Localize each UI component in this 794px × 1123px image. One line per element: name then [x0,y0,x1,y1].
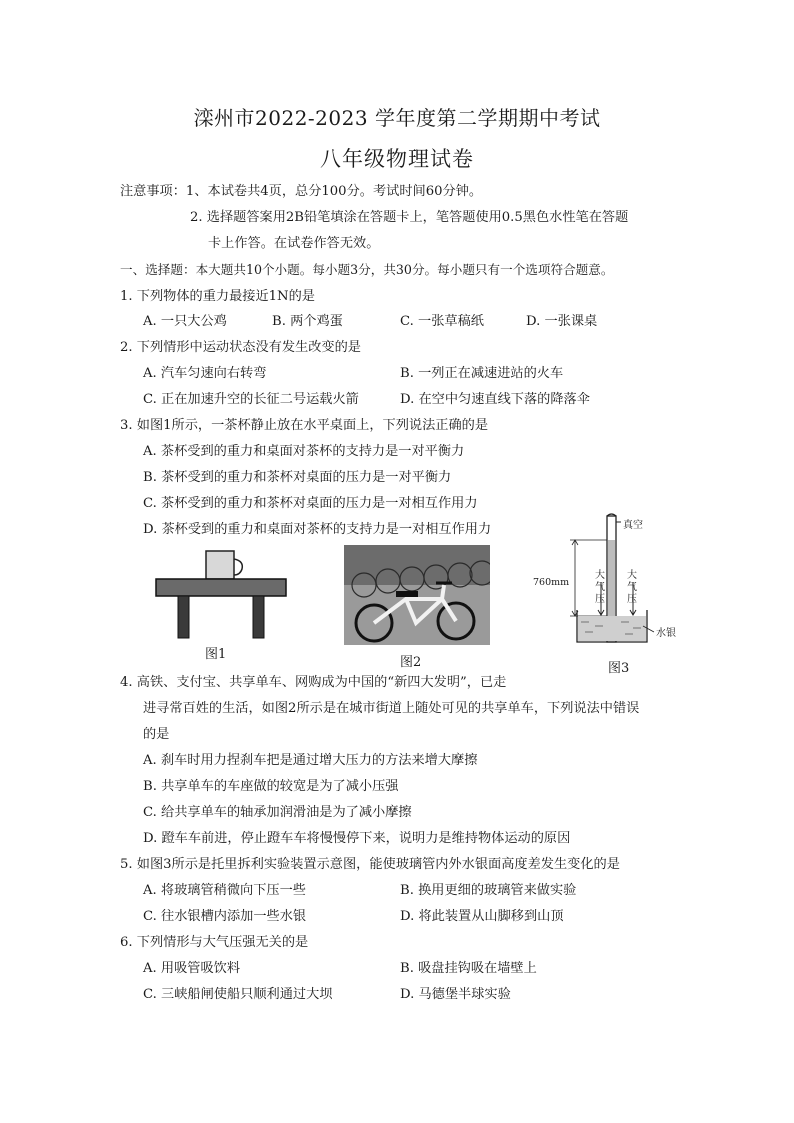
question-3-stem: 3. 如图1所示，一茶杯静止放在水平桌面上，下列说法正确的是 [120,418,489,433]
notice-line-1: 注意事项：1、本试卷共4页，总分100分。考试时间60分钟。 [120,184,483,199]
exam-subtitle: 八年级物理试卷 [320,147,474,171]
figure-3-label-atm-left: 大气压 [595,570,605,605]
question-4-stem-line-2: 进寻常百姓的生活，如图2所示是在城市街道上随处可见的共享单车，下列说法中错误 [143,701,640,716]
figure-3-caption: 图3 [608,661,630,676]
question-4-option-a: A. 刹车时用力捏刹车把是通过增大压力的方法来增大摩擦 [143,753,478,768]
question-2-option-b: B. 一列正在减速进站的火车 [400,366,564,381]
question-6-option-b: B. 吸盘挂钩吸在墙壁上 [400,961,537,976]
question-2-stem: 2. 下列情形中运动状态没有发生改变的是 [120,340,361,355]
question-4-stem-line-3: 的是 [143,727,170,742]
exam-title: 滦州市2022-2023 学年度第二学期期中考试 [193,106,601,130]
question-2-option-a: A. 汽车匀速向右转弯 [143,366,267,381]
question-6-option-a: A. 用吸管吸饮料 [143,961,241,976]
question-6-option-c: C. 三峡船闸使船只顺利通过大坝 [143,987,333,1002]
question-3-option-d: D. 茶杯受到的重力和桌面对茶杯的支持力是一对相互作用力 [143,522,492,537]
figure-3-label-vacuum: 真空 [623,520,643,531]
figure-3-label-mercury: 水银 [656,628,676,639]
question-1-option-b: B. 两个鸡蛋 [272,314,343,329]
question-3-option-c: C. 茶杯受到的重力和茶杯对桌面的压力是一对相互作用力 [143,496,478,511]
question-1-option-a: A. 一只大公鸡 [143,314,227,329]
question-5-option-b: B. 换用更细的玻璃管来做实验 [400,883,577,898]
question-5-stem: 5. 如图3所示是托里拆利实验装置示意图，能使玻璃管内外水银面高度差发生变化的是 [120,857,620,872]
question-5-option-c: C. 往水银槽内添加一些水银 [143,909,307,924]
question-4-option-d: D. 蹬车车前进，停止蹬车车将慢慢停下来，说明力是维持物体运动的原因 [143,831,571,846]
question-6-stem: 6. 下列情形与大气压强无关的是 [120,935,309,950]
figure-3-label-atm-right: 大气压 [627,570,637,605]
question-2-option-c: C. 正在加速升空的长征二号运载火箭 [143,392,359,407]
figure-1-table-cup [148,545,293,640]
question-3-option-b: B. 茶杯受到的重力和茶杯对桌面的压力是一对平衡力 [143,470,452,485]
question-4-option-b: B. 共享单车的车座做的较宽是为了减小压强 [143,779,399,794]
question-5-option-a: A. 将玻璃管稍微向下压一些 [143,883,306,898]
figure-2-caption: 图2 [400,655,422,670]
figure-2-shared-bikes [344,545,490,645]
question-5-option-d: D. 将此装置从山脚移到山顶 [400,909,564,924]
question-4-stem: 4. 高铁、支付宝、共享单车、网购成为中国的“新四大发明”，已走 [120,675,507,690]
notice-line-3: 卡上作答。在试卷作答无效。 [208,236,380,251]
section-heading: 一、选择题：本大题共10个小题。每小题3分，共30分。每小题只有一个选项符合题意。 [120,262,614,277]
question-6-option-d: D. 马德堡半球实验 [400,987,511,1002]
question-1-option-c: C. 一张草稿纸 [400,314,484,329]
question-3-option-a: A. 茶杯受到的重力和桌面对茶杯的支持力是一对平衡力 [143,444,465,459]
question-1-stem: 1. 下列物体的重力最接近1N的是 [120,289,315,304]
figure-1-caption: 图1 [205,647,227,662]
question-1-option-d: D. 一张课桌 [526,314,598,329]
question-2-option-d: D. 在空中匀速直线下落的降落伞 [400,392,590,407]
figure-3-label-height: 760mm [533,577,570,588]
question-4-option-c: C. 给共享单车的轴承加润滑油是为了减小摩擦 [143,805,412,820]
notice-line-2: 2. 选择题答案用2B铅笔填涂在答题卡上，笔答题使用0.5黑色水性笔在答题 [190,210,629,225]
